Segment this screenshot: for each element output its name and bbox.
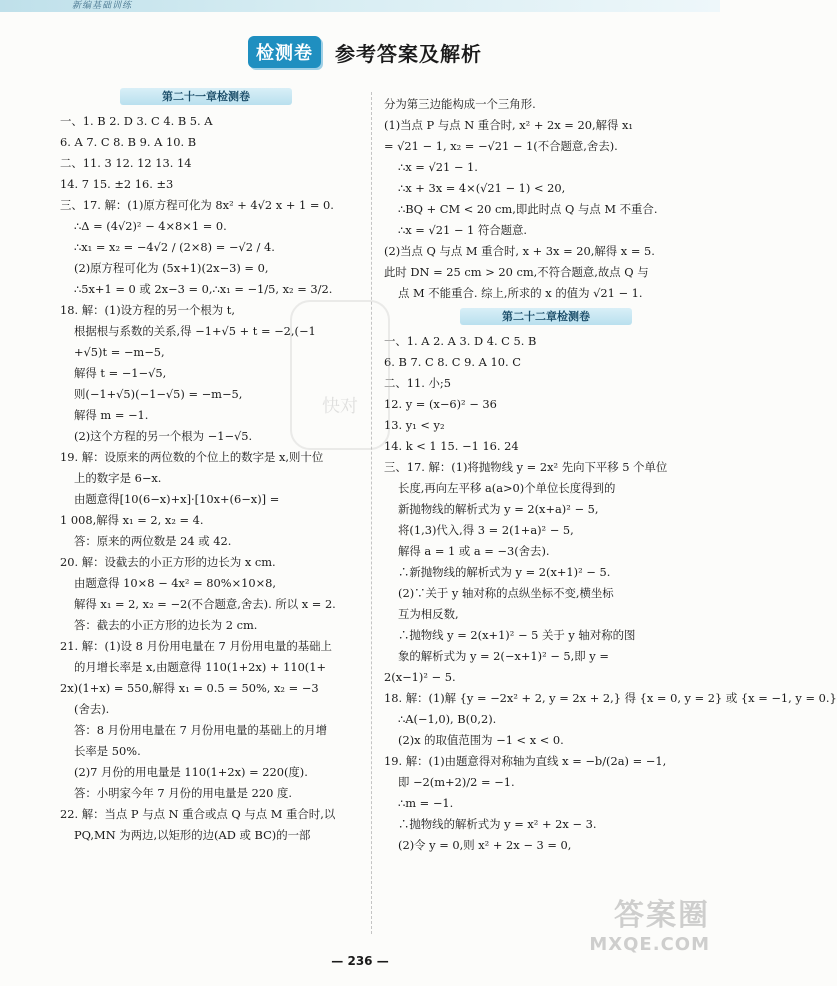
- chapter-header-21: 第二十一章检测卷: [120, 88, 292, 105]
- answer-line: 二、11. 3 12. 12 13. 14: [60, 156, 192, 170]
- answer-line: ∴m = −1.: [398, 796, 454, 810]
- answer-line: 解得 m = −1.: [74, 408, 149, 422]
- answer-line: 分为第三边能构成一个三角形.: [384, 97, 536, 111]
- right-answer-lines-a: [384, 94, 694, 304]
- answer-line: 新抛物线的解析式为 y = 2(x+a)² − 5,: [398, 502, 599, 516]
- answer-line: 1 008,解得 x₁ = 2, x₂ = 4.: [60, 513, 204, 527]
- answer-line: 6. B 7. C 8. C 9. A 10. C: [384, 355, 521, 369]
- answer-line: 解得 t = −1−√5,: [74, 366, 167, 380]
- answer-line: = √21 − 1, x₂ = −√21 − 1(不合题意,舍去).: [384, 139, 618, 153]
- answer-line: 19. 解：(1)由题意得对称轴为直线 x = −b/(2a) = −1,: [384, 754, 667, 768]
- top-color-band: [0, 0, 720, 12]
- answer-line: 21. 解：(1)设 8 月份用电量在 7 月份用电量的基础上: [60, 639, 332, 653]
- right-column: [384, 94, 837, 856]
- answer-line: 象的解析式为 y = 2(−x+1)² − 5,即 y =: [398, 649, 609, 663]
- answer-line: 答：原来的两位数是 24 或 42.: [74, 534, 232, 548]
- answer-line: 22. 解：当点 P 与点 N 重合或点 Q 与点 M 重合时,以: [60, 807, 336, 821]
- answer-line: ∴x = √21 − 1 符合题意.: [398, 223, 528, 237]
- right-answer-lines-b: [384, 331, 837, 856]
- answer-line: 则(−1+√5)(−1−√5) = −m−5,: [74, 387, 243, 401]
- answer-line: 19. 解：设原来的两位数的个位上的数字是 x,则十位: [60, 450, 324, 464]
- answer-line: 由题意得[10(6−x)+x]·[10x+(6−x)] =: [74, 492, 280, 506]
- answer-line: 解得 a = 1 或 a = −3(舍去).: [398, 544, 550, 558]
- answer-line: 一、1. B 2. D 3. C 4. B 5. A: [60, 114, 213, 128]
- answer-line: 6. A 7. C 8. B 9. A 10. B: [60, 135, 197, 149]
- answer-line: 根据根与系数的关系,得 −1+√5 + t = −2,(−1: [74, 324, 316, 338]
- answer-line: 长率是 50%.: [74, 744, 141, 758]
- answer-line: ∴新抛物线的解析式为 y = 2(x+1)² − 5.: [398, 565, 611, 579]
- answer-line: 14. k < 1 15. −1 16. 24: [384, 439, 519, 453]
- page-title: [248, 36, 482, 68]
- answer-line: 二、11. 小;5: [384, 376, 451, 390]
- answer-line: ∴A(−1,0), B(0,2).: [398, 712, 497, 726]
- left-answer-lines: [60, 111, 360, 846]
- answer-line: ∴x + 3x = 4×(√21 − 1) < 20,: [398, 181, 566, 195]
- title-box: 检测卷: [248, 36, 321, 68]
- answer-line: PQ,MN 为两边,以矩形的边(AD 或 BC)的一部: [74, 828, 311, 842]
- answer-line: 解得 x₁ = 2, x₂ = −2(不合题意,舍去). 所以 x = 2.: [74, 597, 336, 611]
- left-column: [60, 88, 360, 846]
- answer-line: ∴x = √21 − 1.: [398, 160, 478, 174]
- answer-line: 18. 解：(1)设方程的另一个根为 t,: [60, 303, 235, 317]
- answer-line: 点 M 不能重合. 综上,所求的 x 的值为 √21 − 1.: [398, 286, 643, 300]
- answer-line: (2)x 的取值范围为 −1 < x < 0.: [398, 733, 564, 747]
- answer-line: 18. 解：(1)解 {y = −2x² + 2, y = 2x + 2,} 得 {x = 0, y = 2} 或 {x = −1, y = 0.}: [384, 691, 837, 705]
- answer-line: (2)∵关于 y 轴对称的点纵坐标不变,横坐标: [398, 586, 614, 600]
- answer-line: 由题意得 10×8 − 4x² = 80%×10×8,: [74, 576, 277, 590]
- answer-line: (2)原方程可化为 (5x+1)(2x−3) = 0,: [74, 261, 269, 275]
- answer-line: 答：小明家今年 7 月份的用电量是 220 度.: [74, 786, 292, 800]
- answer-line: 答：8 月份用电量在 7 月份用电量的基础上的月增: [74, 723, 328, 737]
- column-divider: [371, 92, 373, 934]
- answer-line: 14. 7 15. ±2 16. ±3: [60, 177, 174, 191]
- answer-line: 一、1. A 2. A 3. D 4. C 5. B: [384, 334, 537, 348]
- answer-line: 此时 DN = 25 cm > 20 cm,不符合题意,故点 Q 与: [384, 265, 649, 279]
- answer-line: 即 −2(m+2)/2 = −1.: [398, 775, 515, 789]
- answer-line: ∴x₁ = x₂ = −4√2 / (2×8) = −√2 / 4.: [74, 240, 275, 254]
- answer-line: 12. y = (x−6)² − 36: [384, 397, 497, 411]
- page-number: — 236 —: [331, 954, 389, 968]
- answer-line: ∴抛物线的解析式为 y = x² + 2x − 3.: [398, 817, 597, 831]
- series-tag: 新编基础训练: [72, 1, 133, 11]
- corner-watermark-bottom: MXQE.COM: [589, 934, 710, 955]
- answer-line: 2(x−1)² − 5.: [384, 670, 456, 684]
- answer-line: (舍去).: [74, 702, 110, 716]
- corner-watermark-top: 答案圈: [614, 898, 710, 933]
- answer-line: (2)令 y = 0,则 x² + 2x − 3 = 0,: [398, 838, 572, 852]
- answer-line: ∴BQ + CM < 20 cm,即此时点 Q 与点 M 不重合.: [398, 202, 658, 216]
- answer-line: 将(1,3)代入,得 3 = 2(1+a)² − 5,: [398, 523, 574, 537]
- title-text: 参考答案及解析: [335, 41, 482, 66]
- answer-line: 答：截去的小正方形的边长为 2 cm.: [74, 618, 258, 632]
- answer-line: 上的数字是 6−x.: [74, 471, 162, 485]
- chapter-header-22: 第二十二章检测卷: [460, 308, 632, 325]
- answer-line: 13. y₁ < y₂: [384, 418, 445, 432]
- answer-line: +√5)t = −m−5,: [74, 345, 165, 359]
- answer-line: 互为相反数,: [398, 607, 459, 621]
- answer-line: 2x)(1+x) = 550,解得 x₁ = 0.5 = 50%, x₂ = −3: [60, 681, 319, 695]
- answer-line: 的月增长率是 x,由题意得 110(1+2x) + 110(1+: [74, 660, 327, 674]
- answer-line: 长度,再向左平移 a(a>0)个单位长度得到的: [398, 481, 616, 495]
- answer-line: 20. 解：设截去的小正方形的边长为 x cm.: [60, 555, 276, 569]
- answer-line: (1)当点 P 与点 N 重合时, x² + 2x = 20,解得 x₁: [384, 118, 633, 132]
- answer-line: ∴抛物线 y = 2(x+1)² − 5 关于 y 轴对称的图: [398, 628, 636, 642]
- answer-line: (2)这个方程的另一个根为 −1−√5.: [74, 429, 253, 443]
- answer-line: 三、17. 解：(1)原方程可化为 8x² + 4√2 x + 1 = 0.: [60, 198, 334, 212]
- answer-line: 三、17. 解：(1)将抛物线 y = 2x² 先向下平移 5 个单位: [384, 460, 668, 474]
- center-watermark: 快对: [290, 300, 390, 450]
- answer-line: (2)7 月份的用电量是 110(1+2x) = 220(度).: [74, 765, 308, 779]
- answer-line: ∴5x+1 = 0 或 2x−3 = 0,∴x₁ = −1/5, x₂ = 3/2.: [74, 282, 333, 296]
- answer-line: (2)当点 Q 与点 M 重合时, x + 3x = 20,解得 x = 5.: [384, 244, 655, 258]
- answer-line: ∴Δ = (4√2)² − 4×8×1 = 0.: [74, 219, 227, 233]
